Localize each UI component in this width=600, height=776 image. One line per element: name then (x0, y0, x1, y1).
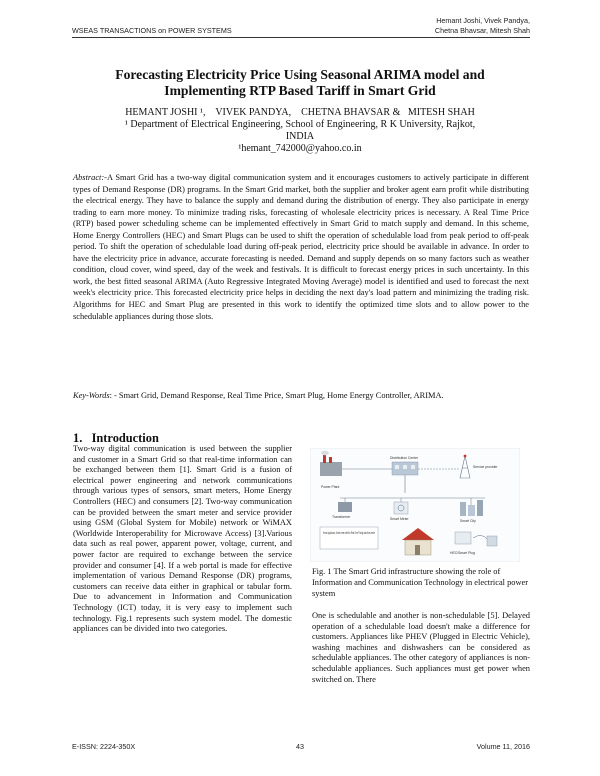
label-transformer: Transformer (332, 515, 351, 519)
footer-volume: Volume 11, 2016 (476, 742, 530, 751)
footer-issn: E-ISSN: 2224-350X (72, 742, 136, 751)
paper-title (72, 67, 528, 99)
label-appliances-box: Home Appliances, Smart meter with the Real Time Pricing data from center (323, 531, 376, 535)
running-header-authors-line1: Hemant Joshi, Vivek Pandya, (436, 16, 530, 25)
running-header-authors (435, 16, 530, 36)
abstract (73, 172, 529, 322)
label-hec: HEC/Smart Plug (450, 551, 475, 555)
label-power-plant: Power Plant (321, 485, 340, 489)
header-rule (72, 37, 530, 38)
footer-page-number: 43 (296, 742, 304, 751)
author-email: ¹hemant_742000@yahoo.co.in (238, 143, 362, 154)
appliances-box (320, 527, 378, 549)
author-names: HEMANT JOSHI ¹, VIVEK PANDYA, CHETNA BHAVSAR & MITESH SHAH (125, 107, 475, 118)
smart-grid-figure (310, 448, 520, 562)
keywords (73, 390, 529, 401)
label-smart-meter: Smart Meter (390, 517, 409, 521)
abstract-text: A Smart Grid has a two-way digital communication system and it encourages customers to actively participate in different types of Demand Response (DR) programs. In the Smart Grid market, both the supplier and broker agent earn profit while distributing the electrical energy. They have to balance the supply and demand during the distribution of energy. They also participate in energy trading to earn more money. To minimize trading risks, forecasting of wholesale electricity prices is necessary. A Real Time Price (RTP) based power scheduling scheme can be implemented effectively in Smart Grid to match supply and demand. In this scheme, Home Energy Controllers (HEC) and Smart Plugs can be used to shift the operation of schedulable load from peak period to off-peak period. To shift the operation of schedulable load during off-peak period, electricity price should be available in advance. In order to have the electricity price in advance, accurate forecasting is needed. Demand and supply depends on so many factors such as weather condition, cloud cover, wind speed, day of the week and festivals. It is difficult to forecast energy prices in such uncertainty. In this work, the best fitted seasonal ARIMA (Auto Regressive Integrated Moving Average) model is identified and used to forecast the next week's electricity price. This forecasted electricity price helps in deciding the next day's load pattern and minimizing the trading risk. Algorithms for HEC and Smart Plug are presented in this work to identify the optimized time slots and to allow power to the schedulable appliances during those slots. (73, 173, 529, 321)
label-distribution-center: Distribution Center (390, 456, 419, 460)
title-line2: Implementing RTP Based Tariff in Smart Grid (164, 83, 436, 98)
running-header-journal: WSEAS TRANSACTIONS on POWER SYSTEMS (72, 26, 232, 35)
abstract-label: Abstract:- (73, 173, 107, 182)
author-affiliation: ¹ Department of Electrical Engineering, School of Engineering, R K University, Rajkot, (124, 119, 476, 130)
section-heading: 1. Introduction (73, 431, 159, 445)
label-service-provider: Service provider (473, 465, 498, 469)
intro-right-column: One is schedulable and another is non-schedulable [5]. Delayed operation of a schedulable load doesn't make a difference for customers. Appliances like PHEV (Plugged in Electric Vehicle), washing machines and dishwashers can be considered as schedulable appliances. The other category of appliances is non-schedulable appliances. Such appliances must get power when switched on. There (312, 611, 530, 684)
label-smart-city: Smart City (460, 519, 476, 523)
intro-left-column: Two-way digital communication is used between the supplier and customer in a Smart Grid so that real-time information can be exchanged between them [1]. Smart Grid is a fusion of electrical power engineering and network communications through various types of sensors, smart meters, Home Energy Controllers (HEC) and consumers [2]. Two-way communication can be provided between the smart meter and service provider using GSM (Global System for Mobile) network or WiMAX (Worldwide Interoperability for Microwave Access) [3].Various data such as real power, apparent power, voltage, current, and power factor are required to exchange between the service provider and consumer [4]. If a web portal is made for effective implementation of various Demand Response (DR) programs, customers can receive data either in graphical or tabular form. Due to advancement in Information and Communication Technology (ICT) today, it is very easy to implement such technology. Fig.1 represents such system model. The domestic appliances can be divided into two categories. (73, 444, 292, 634)
keywords-text: : - Smart Grid, Demand Response, Real Time Price, Smart Plug, Home Energy Controller, ARIMA. (109, 391, 444, 400)
title-line1: Forecasting Electricity Price Using Seasonal ARIMA model and (115, 67, 485, 82)
keywords-label: Key-Words (73, 391, 110, 400)
distribution-center-icon (392, 462, 418, 475)
running-header-authors-line2: Chetna Bhavsar, Mitesh Shah (434, 26, 530, 35)
author-country: INDIA (285, 131, 315, 142)
figure-caption: Fig. 1 The Smart Grid infrastructure showing the role of Information and Communication Technology in electrical power system (312, 567, 529, 598)
author-block (72, 107, 528, 155)
